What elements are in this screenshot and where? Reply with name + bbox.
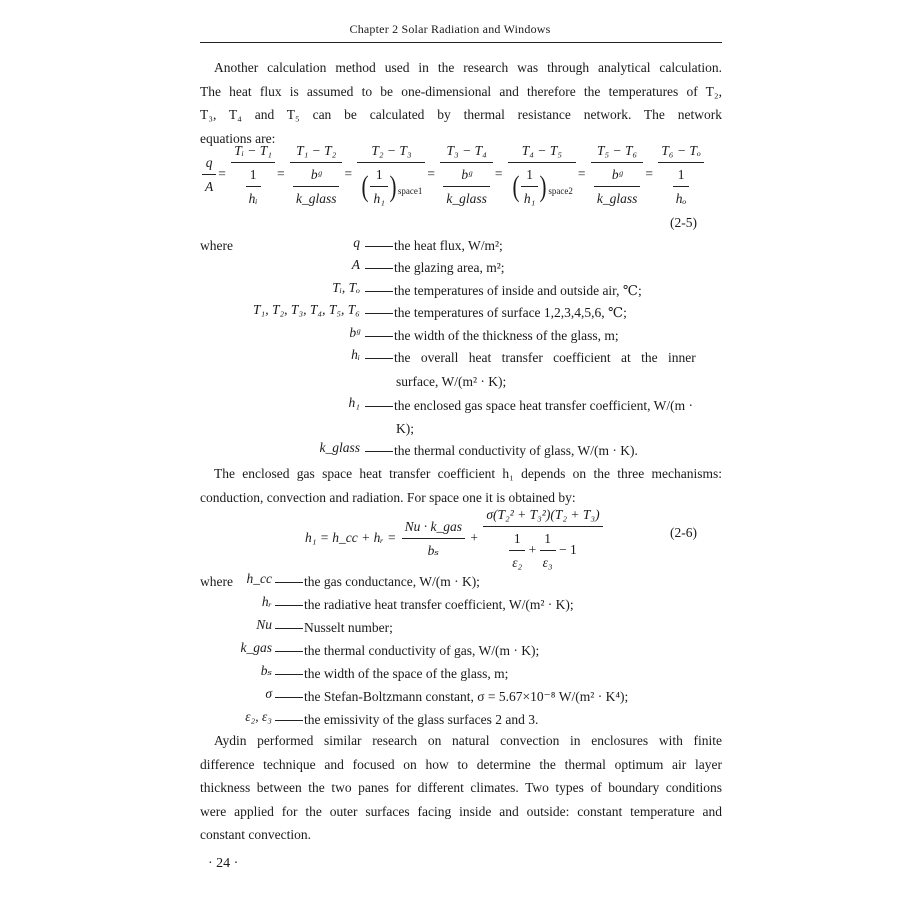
where-symbol: σ (265, 686, 272, 701)
em-dash (275, 720, 303, 721)
running-header: Chapter 2 Solar Radiation and Windows (349, 22, 551, 36)
eq-term-7: $\frac{\text{T₆ − Tₒ}}{\frac{1}{\text{hₒ}}}$ (658, 142, 703, 208)
eq-term-3: T₂ − T₃ ( $\frac{1}{\text{h₁}}$ ) $_{space1}$ (357, 142, 425, 208)
equation-2-6 (305, 506, 605, 572)
em-dash (275, 651, 303, 652)
eq-term-4: $\frac{\text{T₃ − T₄}}{\frac{\text{bᵍ}}{\text{k\_glass}}}$ (440, 142, 493, 208)
paragraph-line: The heat flux is assumed to be one-dimensional and therefore the temperatures of T₂, (200, 83, 722, 99)
where-definition: Nusselt number; (272, 617, 393, 639)
em-dash (275, 605, 303, 606)
eq26-plus: + (470, 530, 478, 546)
page-number: · 24 · (208, 856, 239, 871)
em-dash (365, 451, 393, 452)
paragraph-line: difference technique and focused on how to determine the thermal optimum air layer (200, 756, 722, 772)
where-symbol: bₛ (260, 663, 272, 678)
em-dash (365, 246, 393, 247)
eq-term-1: $\frac{\text{Tᵢ − T₁}}{\frac{1}{\text{hᵢ}}}$ (231, 142, 275, 208)
eq-term-5: T₄ − T₅ ( $\frac{1}{\text{h₁}}$ ) $_{space2}$ (508, 142, 576, 208)
em-dash (275, 697, 303, 698)
paragraph-line: equations are: (200, 130, 276, 146)
where-symbol: ε₂, ε₃ (245, 709, 272, 724)
where-definition: the temperatures of inside and outside air, ℃; (362, 280, 642, 302)
where-symbol: hᵣ (261, 594, 272, 609)
paragraph-line: T₃, T₄ and T₅ can be calculated by thermal resistance network. The network (200, 107, 722, 123)
where-definition: the width of the thickness of the glass, m; (362, 325, 619, 347)
where-symbol: h₁ (348, 395, 360, 410)
paragraph-line: thickness between the two panes for different climates. Two types of boundary conditions (200, 780, 722, 796)
em-dash (275, 628, 303, 629)
equation-2-5: $\frac{q}{A}$ = $\frac{\text{Tᵢ − T₁}}{\frac{1}{\text{hᵢ}}}$ = $\frac{\text{T₁ − T₂}}{\frac{\text{bᵍ}}{\text{k\_glass}}}$ = T₂ − T₃ ( $\frac{1}{\text{h₁}}$ ) $_{space1}$ = $\frac{\text{T₃ − T₄}}{\frac{\text{bᵍ}}{\text{k\_glass}}}$ = T₄ − T₅ ( $\frac{1}{\text{h₁}}$ ) $_{space2}$ = $\frac{\text{T₅ − T₆}}{\frac{\text{bᵍ}}{\text{k\_glass}}}$ = $\frac{\text{T₆ − Tₒ}}{\frac{1}{\text{hₒ}}}$ (200, 142, 730, 208)
where-symbol: k_gas (240, 640, 272, 655)
where-definition: the width of the space of the glass, m; (272, 663, 508, 685)
em-dash (365, 406, 393, 407)
where-definition: the glazing area, m²; (362, 257, 505, 279)
where-definition: the temperatures of surface 1,2,3,4,5,6, ℃; (362, 302, 627, 324)
em-dash (365, 291, 393, 292)
paragraph-aydin (200, 729, 722, 847)
where-symbol: A (351, 257, 360, 272)
header-rule (200, 42, 722, 43)
where-definition: the Stefan-Boltzmann constant, σ = 5.67×10⁻⁸ W/(m² · K⁴); (272, 686, 628, 708)
eq-term-2: $\frac{\text{T₁ − T₂}}{\frac{\text{bᵍ}}{\text{k\_glass}}}$ (290, 142, 343, 208)
where-symbol: q (353, 235, 360, 250)
where-symbol: Nu (256, 617, 272, 632)
where-symbol: h_cc (246, 571, 272, 586)
where-definition: the thermal conductivity of gas, W/(m · K); (272, 640, 539, 662)
em-dash (365, 358, 393, 359)
where-label: where (200, 238, 233, 253)
paragraph-line: constant convection. (200, 827, 311, 843)
where-definition-cont: surface, W/(m² · K); (396, 374, 507, 389)
em-dash (365, 268, 393, 269)
eq-lhs-fraction: $\frac{q}{A}$ (202, 154, 216, 196)
eq26-fraction-2: σ(T₂² + T₃²)(T₂ + T₃) $\frac{1}{\text{ε₂}}$ + $\frac{1}{\text{ε₃}}$ − 1 (483, 506, 602, 572)
em-dash (365, 336, 393, 337)
where-symbol: Tᵢ, Tₒ (332, 280, 360, 295)
em-dash (365, 313, 393, 314)
paragraph-intro (200, 56, 722, 150)
equation-number-2-6: (2-6) (670, 525, 697, 540)
eq-term-6: $\frac{\text{T₅ − T₆}}{\frac{\text{bᵍ}}{\text{k\_glass}}}$ (591, 142, 644, 208)
where-symbol: hᵢ (351, 347, 360, 362)
em-dash (275, 674, 303, 675)
paragraph-line: were applied for the outer surfaces facing inside and outside: constant temperature and (200, 803, 722, 819)
equation-number-2-5: (2-5) (670, 215, 697, 230)
where-definition: the gas conductance, W/(m · K); (272, 571, 480, 593)
where-symbol: T₁, T₂, T₃, T₄, T₅, T₆ (253, 302, 360, 317)
where-symbol: k_glass (319, 440, 360, 455)
eq26-fraction-1: $\frac{\text{Nu · k\_gas}}{\text{bₛ}}$ (402, 518, 465, 560)
where-definition-cont: K); (396, 421, 414, 436)
paragraph-line: The enclosed gas space heat transfer coefficient h₁ depends on the three mechanisms: (214, 466, 722, 481)
paragraph-line: conduction, convection and radiation. For space one it is obtained by: (200, 489, 576, 505)
where-definition: the radiative heat transfer coefficient, W/(m² · K); (272, 594, 574, 616)
em-dash (275, 582, 303, 583)
where-definition: the enclosed gas space heat transfer coefficient, W/(m · (362, 395, 693, 417)
where-definition: the thermal conductivity of glass, W/(m · K). (362, 440, 638, 462)
where-definition: the overall heat transfer coefficient at the inner (362, 347, 722, 369)
where-definition: the emissivity of the glass surfaces 2 and 3. (272, 709, 538, 731)
where-symbol: bᵍ (349, 325, 360, 340)
where-label: where (200, 574, 233, 589)
eq26-lhs: h₁ = h_cc + hᵣ = (305, 530, 397, 546)
paragraph-gas-space (200, 462, 722, 509)
where-definition: the heat flux, W/m²; (362, 235, 503, 257)
paragraph-line: Aydin performed similar research on natural convection in enclosures with finite (214, 733, 722, 748)
paragraph-line: Another calculation method used in the research was through analytical calculation. (214, 60, 722, 75)
